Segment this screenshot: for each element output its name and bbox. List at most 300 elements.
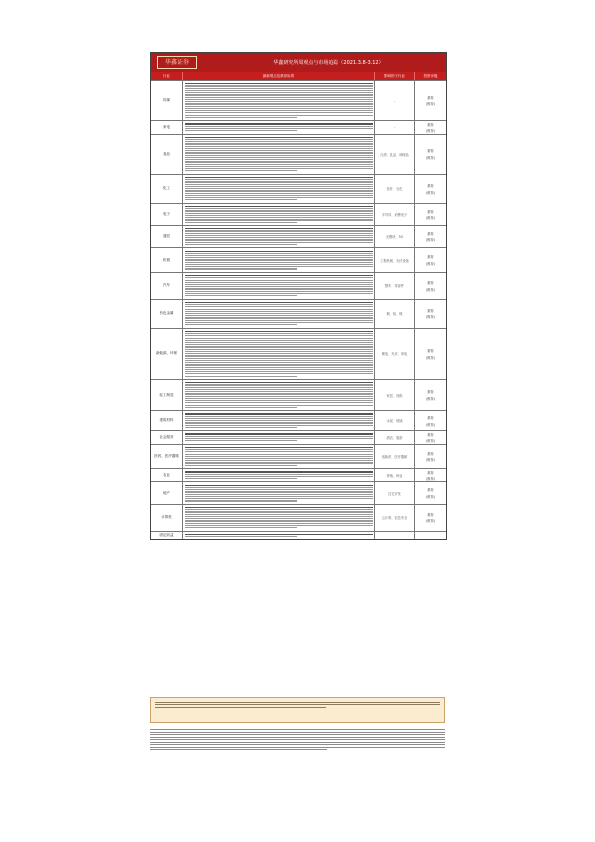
table-row xyxy=(151,468,446,481)
text-line xyxy=(185,462,373,463)
report-title: 华鑫研究所周观点与市场追踪（2021.3.8-3.12） xyxy=(273,60,384,66)
text-line xyxy=(185,355,373,356)
rating-cell xyxy=(415,411,446,430)
text-line xyxy=(185,398,373,399)
industry-label: 电子 xyxy=(151,204,183,225)
rating-text: 推荐 xyxy=(427,209,434,214)
text-line xyxy=(185,364,373,365)
text-line xyxy=(185,413,373,414)
industry-views xyxy=(183,300,375,328)
rating-text: 推荐 xyxy=(427,149,434,154)
text-line xyxy=(185,498,373,499)
text-line xyxy=(185,210,373,211)
text-line xyxy=(185,427,298,428)
table-row xyxy=(151,430,446,443)
text-line xyxy=(185,360,373,361)
text-line xyxy=(185,396,373,397)
industry-views xyxy=(183,411,375,430)
impacted-subindustry: - xyxy=(375,121,415,133)
text-line xyxy=(185,295,298,296)
text-line xyxy=(185,186,373,187)
industry-views xyxy=(183,226,375,247)
text-line xyxy=(185,259,373,260)
text-line xyxy=(185,520,373,521)
text-line xyxy=(185,320,373,321)
text-line xyxy=(185,293,373,294)
text-line xyxy=(185,213,373,214)
text-line xyxy=(155,702,440,703)
text-line xyxy=(185,208,373,209)
text-line xyxy=(185,199,298,200)
industry-views xyxy=(183,121,375,133)
text-line xyxy=(185,155,373,156)
text-line xyxy=(185,349,373,350)
text-line xyxy=(185,130,298,131)
text-line xyxy=(185,110,373,111)
col-rating: 投资评级 xyxy=(423,74,438,78)
text-line xyxy=(185,85,373,86)
text-line xyxy=(185,251,373,252)
text-line xyxy=(185,362,373,363)
text-line xyxy=(185,117,298,118)
text-line xyxy=(185,536,298,537)
text-line xyxy=(185,233,373,234)
text-line xyxy=(185,255,373,256)
text-line xyxy=(185,313,373,314)
table-row xyxy=(151,504,446,531)
text-line xyxy=(185,275,373,276)
text-line xyxy=(185,143,373,144)
text-line xyxy=(185,367,373,368)
text-line xyxy=(185,420,373,421)
text-line xyxy=(185,516,373,517)
text-line xyxy=(185,351,373,352)
text-line xyxy=(185,523,373,524)
text-line xyxy=(185,369,373,370)
industry-label: 新能源、环保 xyxy=(151,329,183,379)
report-header xyxy=(151,53,446,72)
text-line xyxy=(185,181,373,182)
text-line xyxy=(185,112,373,113)
industry-label: 固定收益 xyxy=(151,532,183,540)
rating-text: 推荐 xyxy=(427,255,434,260)
rating-text: (维持) xyxy=(426,355,435,360)
text-line xyxy=(185,438,373,439)
text-line xyxy=(185,342,373,343)
industry-views xyxy=(183,380,375,410)
table-row xyxy=(151,299,446,328)
text-line xyxy=(185,139,373,140)
text-line xyxy=(150,739,445,740)
text-line xyxy=(185,219,373,220)
industry-views xyxy=(183,505,375,531)
text-line xyxy=(185,101,373,102)
text-line xyxy=(185,433,373,434)
rating-text: (维持) xyxy=(426,315,435,320)
text-line xyxy=(185,451,373,452)
text-line xyxy=(150,737,445,738)
text-line xyxy=(185,440,298,441)
rating-text: (维持) xyxy=(426,422,435,427)
text-line xyxy=(185,284,373,285)
table-row xyxy=(151,531,446,540)
impacted-subindustry: 云计算、信息安全 xyxy=(375,505,415,531)
rating-text: (维持) xyxy=(426,155,435,160)
text-line xyxy=(185,315,373,316)
text-line xyxy=(185,197,373,198)
text-line xyxy=(185,331,373,332)
text-line xyxy=(185,485,373,486)
rating-cell xyxy=(415,300,446,328)
rating-text: 推荐 xyxy=(427,308,434,313)
impacted-subindustry: 整车、零部件 xyxy=(375,273,415,299)
rating-text: (维持) xyxy=(426,102,435,107)
text-line xyxy=(185,418,373,419)
disclaimer-text xyxy=(150,728,445,752)
industry-views xyxy=(183,445,375,469)
text-line xyxy=(185,514,373,515)
impacted-subindustry: 铜、铝、锂 xyxy=(375,300,415,328)
table-row xyxy=(151,225,446,247)
analyst-contact-box xyxy=(150,697,445,723)
text-line xyxy=(185,311,373,312)
text-line xyxy=(185,88,373,89)
industry-label: 农业 xyxy=(151,469,183,481)
text-line xyxy=(185,108,373,109)
text-line xyxy=(185,509,373,510)
text-line xyxy=(185,228,373,229)
text-line xyxy=(185,525,373,526)
text-line xyxy=(185,489,373,490)
impacted-subindustry: 住宅开发 xyxy=(375,482,415,503)
text-line xyxy=(185,447,373,448)
text-line xyxy=(185,387,373,388)
rating-cell xyxy=(415,505,446,531)
text-line xyxy=(185,456,373,457)
text-line xyxy=(185,527,298,528)
text-line xyxy=(185,407,298,408)
text-line xyxy=(185,306,373,307)
text-line xyxy=(150,732,445,733)
table-row xyxy=(151,379,446,410)
impacted-subindustry: 化纤、石化 xyxy=(375,175,415,203)
table-row xyxy=(151,134,446,174)
text-line xyxy=(185,264,373,265)
text-line xyxy=(185,230,373,231)
rating-text: (维持) xyxy=(426,519,435,524)
text-line xyxy=(185,376,298,377)
text-line xyxy=(185,405,373,406)
text-line xyxy=(185,389,373,390)
text-line xyxy=(185,268,298,269)
rating-text: 推荐 xyxy=(427,470,434,475)
impacted-subindustry: 锂电、光伏、风电 xyxy=(375,329,415,379)
text-line xyxy=(185,90,373,91)
text-line xyxy=(185,507,373,508)
impacted-subindustry: 酒店、旅游 xyxy=(375,431,415,443)
industry-label: 传媒 xyxy=(151,81,183,120)
rating-cell xyxy=(415,469,446,481)
rating-text: 推荐 xyxy=(427,183,434,188)
text-line xyxy=(150,734,445,735)
industry-views xyxy=(183,532,375,540)
industry-label: 机械 xyxy=(151,248,183,272)
industry-label: 社会服务 xyxy=(151,431,183,443)
rating-text: (维持) xyxy=(426,190,435,195)
text-line xyxy=(185,382,373,383)
text-line xyxy=(185,92,373,93)
text-line xyxy=(185,161,373,162)
text-line xyxy=(185,393,373,394)
table-row xyxy=(151,247,446,272)
rating-cell xyxy=(415,532,446,540)
rating-cell xyxy=(415,445,446,469)
text-line xyxy=(185,391,373,392)
text-line xyxy=(185,491,373,492)
text-line xyxy=(185,478,298,479)
text-line xyxy=(185,460,373,461)
text-line xyxy=(185,496,373,497)
rating-cell xyxy=(415,204,446,225)
table-row xyxy=(151,481,446,503)
text-line xyxy=(185,115,373,116)
rating-text: 推荐 xyxy=(427,451,434,456)
rating-text: 推荐 xyxy=(427,415,434,420)
report-sheet xyxy=(150,52,447,540)
table-row xyxy=(151,203,446,225)
text-line xyxy=(185,206,373,207)
impacted-subindustry xyxy=(375,532,415,540)
rating-text: (维持) xyxy=(426,439,435,444)
text-line xyxy=(185,137,373,138)
industry-label: 化工 xyxy=(151,175,183,203)
text-line xyxy=(185,465,298,466)
industry-views xyxy=(183,469,375,481)
table-row xyxy=(151,174,446,203)
industry-views xyxy=(183,482,375,503)
text-line xyxy=(185,340,373,341)
rating-cell xyxy=(415,380,446,410)
text-line xyxy=(150,747,445,748)
impacted-subindustry: 工程机械、光伏设备 xyxy=(375,248,415,272)
industry-label: 家电 xyxy=(151,121,183,133)
rating-text: (维持) xyxy=(426,129,435,134)
industry-views xyxy=(183,204,375,225)
rating-text: (维持) xyxy=(426,216,435,221)
rating-cell xyxy=(415,81,446,120)
text-line xyxy=(185,244,298,245)
impacted-subindustry: 光模块、5G xyxy=(375,226,415,247)
rating-text: 推荐 xyxy=(427,280,434,285)
industry-views xyxy=(183,273,375,299)
rating-cell xyxy=(415,226,446,247)
text-line xyxy=(185,106,373,107)
text-line xyxy=(185,338,373,339)
text-line xyxy=(185,280,373,281)
text-line xyxy=(185,471,373,472)
text-line xyxy=(185,253,373,254)
text-line xyxy=(185,97,373,98)
col-views: 最新观点及推荐标的 xyxy=(183,72,375,80)
text-line xyxy=(185,402,373,403)
text-line xyxy=(185,317,373,318)
industry-label: 有色金属 xyxy=(151,300,183,328)
rating-text: 推荐 xyxy=(427,348,434,353)
text-line xyxy=(155,704,440,705)
industry-views xyxy=(183,81,375,120)
text-line xyxy=(185,257,373,258)
text-line xyxy=(185,123,373,124)
text-line xyxy=(185,148,373,149)
text-line xyxy=(185,166,373,167)
industry-label: 地产 xyxy=(151,482,183,503)
text-line xyxy=(185,170,298,171)
text-line xyxy=(185,239,373,240)
text-line xyxy=(185,534,373,535)
text-line xyxy=(185,422,373,423)
text-line xyxy=(185,188,373,189)
text-line xyxy=(185,416,373,417)
rating-cell xyxy=(415,273,446,299)
industry-views xyxy=(183,135,375,174)
text-line xyxy=(185,152,373,153)
rating-text: (维持) xyxy=(426,238,435,243)
text-line xyxy=(185,157,373,158)
text-line xyxy=(185,358,373,359)
text-line xyxy=(185,302,373,303)
text-line xyxy=(185,518,373,519)
text-line xyxy=(185,83,373,84)
text-line xyxy=(185,193,373,194)
text-line xyxy=(155,707,326,708)
brand-logo: 华鑫证券 xyxy=(157,56,197,69)
text-line xyxy=(185,237,373,238)
text-line xyxy=(185,309,373,310)
text-line xyxy=(185,146,373,147)
text-line xyxy=(185,99,373,100)
table-row xyxy=(151,120,446,133)
text-line xyxy=(185,190,373,191)
rating-text: (维持) xyxy=(426,458,435,463)
text-line xyxy=(185,103,373,104)
text-line xyxy=(185,222,298,223)
text-line xyxy=(185,476,373,477)
text-line xyxy=(185,474,373,475)
table-row xyxy=(151,272,446,299)
text-line xyxy=(185,150,373,151)
text-line xyxy=(185,128,373,129)
text-line xyxy=(185,215,373,216)
text-line xyxy=(150,742,445,743)
impacted-subindustry: 家居、造纸 xyxy=(375,380,415,410)
text-line xyxy=(185,487,373,488)
text-line xyxy=(185,282,373,283)
industry-label: 医药、医疗器械 xyxy=(151,445,183,469)
text-line xyxy=(185,344,373,345)
impacted-subindustry: 水泥、玻璃 xyxy=(375,411,415,430)
rating-text: (维持) xyxy=(426,494,435,499)
text-line xyxy=(185,335,373,336)
text-line xyxy=(185,449,373,450)
text-line xyxy=(185,371,373,372)
industry-label: 轻工制造 xyxy=(151,380,183,410)
text-line xyxy=(185,346,373,347)
text-line xyxy=(150,729,445,730)
text-line xyxy=(185,179,373,180)
text-line xyxy=(185,288,373,289)
text-line xyxy=(185,353,373,354)
table-row xyxy=(151,80,446,120)
rating-text: (维持) xyxy=(426,261,435,266)
rating-cell xyxy=(415,431,446,443)
text-line xyxy=(185,511,373,512)
text-line xyxy=(185,94,373,95)
table-row xyxy=(151,444,446,469)
text-line xyxy=(185,458,373,459)
rating-text: 推荐 xyxy=(427,512,434,517)
text-line xyxy=(185,454,373,455)
industry-views xyxy=(183,431,375,443)
text-line xyxy=(185,400,373,401)
text-line xyxy=(185,324,298,325)
table-column-headers xyxy=(151,72,446,80)
industry-label: 食品 xyxy=(151,135,183,174)
text-line xyxy=(185,304,373,305)
impacted-subindustry: 白酒、乳品、调味品 xyxy=(375,135,415,174)
text-line xyxy=(185,425,373,426)
rating-cell xyxy=(415,121,446,133)
rating-text: (维持) xyxy=(426,287,435,292)
col-industry: 行业 xyxy=(151,72,183,80)
table-row xyxy=(151,410,446,430)
rating-cell xyxy=(415,248,446,272)
text-line xyxy=(185,242,373,243)
rating-cell xyxy=(415,482,446,503)
text-line xyxy=(185,277,373,278)
text-line xyxy=(185,286,373,287)
text-line xyxy=(185,235,373,236)
text-line xyxy=(185,436,373,437)
rating-text: 推荐 xyxy=(427,122,434,127)
rating-text: 推荐 xyxy=(427,231,434,236)
impacted-subindustry: - xyxy=(375,81,415,120)
text-line xyxy=(185,195,373,196)
text-line xyxy=(150,744,445,745)
text-line xyxy=(185,500,298,501)
text-line xyxy=(185,322,373,323)
rating-text: (维持) xyxy=(426,477,435,482)
text-line xyxy=(185,217,373,218)
text-line xyxy=(185,262,373,263)
industry-label: 建筑材料 xyxy=(151,411,183,430)
impacted-subindustry: 半导体、消费电子 xyxy=(375,204,415,225)
text-line xyxy=(185,159,373,160)
text-line xyxy=(185,168,373,169)
table-body xyxy=(151,80,446,539)
rating-text: (维持) xyxy=(426,396,435,401)
rating-cell xyxy=(415,135,446,174)
rating-text: 推荐 xyxy=(427,432,434,437)
text-line xyxy=(185,494,373,495)
industry-views xyxy=(183,175,375,203)
impacted-subindustry: 创新药、医疗器械 xyxy=(375,445,415,469)
text-line xyxy=(185,266,373,267)
text-line xyxy=(185,141,373,142)
text-line xyxy=(185,164,373,165)
industry-label: 计算机 xyxy=(151,505,183,531)
rating-text: 推荐 xyxy=(427,390,434,395)
text-line xyxy=(185,291,373,292)
